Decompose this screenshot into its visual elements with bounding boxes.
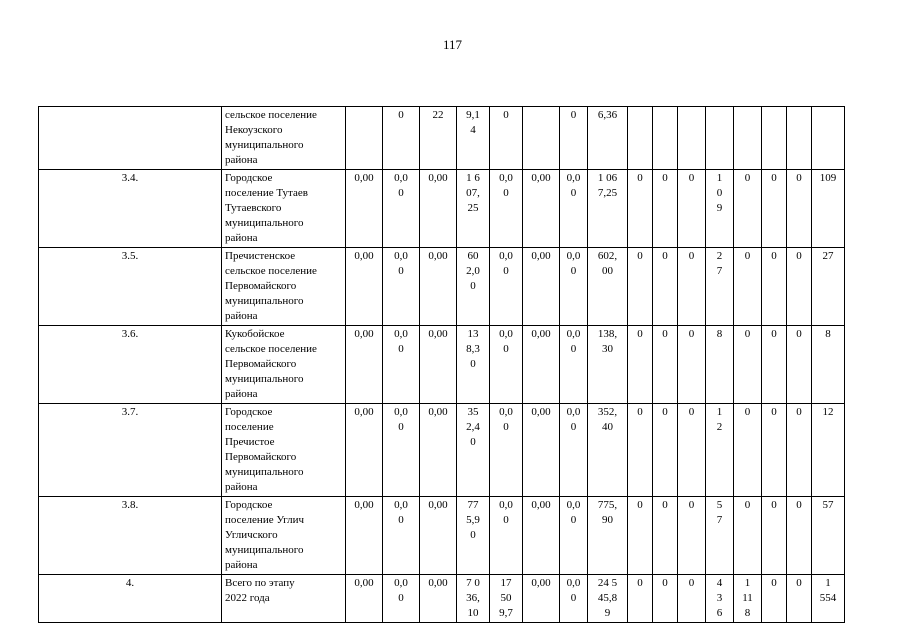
table-row xyxy=(39,404,845,497)
table-row xyxy=(39,248,845,326)
value-cell: 0,00 xyxy=(346,497,383,575)
page-number: 117 xyxy=(442,37,463,52)
value-cell: 0,0 0 xyxy=(383,497,420,575)
value-cell: 0,0 0 xyxy=(383,170,420,248)
value-cell: 0,0 0 xyxy=(490,326,523,404)
value-cell: 0,00 xyxy=(420,170,457,248)
value-cell xyxy=(762,107,787,170)
value-cell: 0 xyxy=(628,575,653,623)
value-cell: 0,0 0 xyxy=(383,248,420,326)
value-cell: 0 xyxy=(762,497,787,575)
row-number-cell: 4. xyxy=(39,575,222,623)
row-number-cell: 3.7. xyxy=(39,404,222,497)
value-cell: 4 3 6 xyxy=(706,575,734,623)
value-cell: 13 8,3 0 xyxy=(457,326,490,404)
value-cell: 5 7 xyxy=(706,497,734,575)
value-cell xyxy=(787,107,812,170)
value-cell: 8 xyxy=(812,326,845,404)
value-cell xyxy=(706,107,734,170)
row-number-cell: 3.6. xyxy=(39,326,222,404)
value-cell: 0,0 0 xyxy=(490,248,523,326)
row-number-cell: 3.4. xyxy=(39,170,222,248)
value-cell: 77 5,9 0 xyxy=(457,497,490,575)
value-cell: 0 xyxy=(762,575,787,623)
value-cell: 17 50 9,7 xyxy=(490,575,523,623)
value-cell: 1 06 7,25 xyxy=(588,170,628,248)
value-cell: 7 0 36, 10 xyxy=(457,575,490,623)
value-cell: 0 xyxy=(762,404,787,497)
value-cell xyxy=(523,107,560,170)
value-cell: 0 xyxy=(490,107,523,170)
value-cell: 0,0 0 xyxy=(490,170,523,248)
row-number-cell: 3.8. xyxy=(39,497,222,575)
value-cell: 1 11 8 xyxy=(734,575,762,623)
value-cell: 8 xyxy=(706,326,734,404)
value-cell: 0 xyxy=(678,575,706,623)
value-cell: 0,00 xyxy=(346,248,383,326)
row-name-cell: Городское поселение Тутаев Тутаевского муниципального района xyxy=(222,170,346,248)
value-cell: 0 xyxy=(653,248,678,326)
value-cell: 0 xyxy=(762,248,787,326)
value-cell: 0,00 xyxy=(420,575,457,623)
row-name-cell: Кукобойское сельское поселение Первомайского муниципального района xyxy=(222,326,346,404)
value-cell: 0 xyxy=(787,497,812,575)
value-cell: 0,0 0 xyxy=(560,497,588,575)
value-cell: 0,00 xyxy=(523,248,560,326)
value-cell: 0 xyxy=(628,497,653,575)
value-cell: 0 xyxy=(787,248,812,326)
value-cell xyxy=(734,107,762,170)
value-cell: 0 xyxy=(734,248,762,326)
value-cell: 24 5 45,8 9 xyxy=(588,575,628,623)
value-cell: 0 xyxy=(653,575,678,623)
value-cell: 138, 30 xyxy=(588,326,628,404)
row-number-cell: 3.5. xyxy=(39,248,222,326)
value-cell xyxy=(628,107,653,170)
value-cell: 0 xyxy=(628,404,653,497)
row-name-cell: Городское поселение Углич Угличского муниципального района xyxy=(222,497,346,575)
row-name-cell: Всего по этапу 2022 года xyxy=(222,575,346,623)
value-cell: 0,0 0 xyxy=(383,575,420,623)
value-cell: 22 xyxy=(420,107,457,170)
value-cell: 0 xyxy=(678,170,706,248)
value-cell: 6,36 xyxy=(588,107,628,170)
value-cell: 0,0 0 xyxy=(560,575,588,623)
value-cell: 0 xyxy=(678,404,706,497)
value-cell: 0,00 xyxy=(420,497,457,575)
value-cell: 0,00 xyxy=(523,404,560,497)
data-table xyxy=(38,106,845,623)
value-cell: 27 xyxy=(812,248,845,326)
value-cell: 0 xyxy=(787,404,812,497)
value-cell: 0 xyxy=(628,326,653,404)
value-cell: 0 xyxy=(628,170,653,248)
value-cell: 0 xyxy=(678,497,706,575)
value-cell: 0,0 0 xyxy=(560,404,588,497)
value-cell: 0 xyxy=(787,575,812,623)
value-cell: 0,0 0 xyxy=(560,170,588,248)
value-cell: 0 xyxy=(734,497,762,575)
value-cell xyxy=(346,107,383,170)
value-cell: 35 2,4 0 xyxy=(457,404,490,497)
value-cell: 352, 40 xyxy=(588,404,628,497)
value-cell: 0,00 xyxy=(346,575,383,623)
value-cell: 0,00 xyxy=(346,170,383,248)
value-cell xyxy=(812,107,845,170)
value-cell: 0,0 0 xyxy=(560,326,588,404)
value-cell: 1 554 xyxy=(812,575,845,623)
value-cell: 0,00 xyxy=(346,326,383,404)
value-cell: 0 xyxy=(762,326,787,404)
value-cell: 109 xyxy=(812,170,845,248)
value-cell: 1 0 9 xyxy=(706,170,734,248)
value-cell: 0,00 xyxy=(420,326,457,404)
table-row xyxy=(39,497,845,575)
table-row xyxy=(39,107,845,170)
value-cell xyxy=(653,107,678,170)
value-cell: 0,0 0 xyxy=(490,404,523,497)
value-cell: 0 xyxy=(653,326,678,404)
value-cell: 0 xyxy=(734,326,762,404)
value-cell: 0,00 xyxy=(523,170,560,248)
value-cell: 0 xyxy=(734,404,762,497)
value-cell: 0 xyxy=(653,170,678,248)
row-name-cell: Городское поселение Пречистое Первомайского муниципального района xyxy=(222,404,346,497)
value-cell: 0 xyxy=(762,170,787,248)
value-cell: 0,00 xyxy=(523,326,560,404)
value-cell: 0 xyxy=(787,170,812,248)
row-name-cell: Пречистенское сельское поселение Первомайского муниципального района xyxy=(222,248,346,326)
table-row xyxy=(39,170,845,248)
table-row xyxy=(39,326,845,404)
table-row xyxy=(39,575,845,623)
value-cell: 2 7 xyxy=(706,248,734,326)
value-cell: 12 xyxy=(812,404,845,497)
row-number-cell xyxy=(39,107,222,170)
value-cell: 9,1 4 xyxy=(457,107,490,170)
value-cell: 0 xyxy=(678,326,706,404)
value-cell: 775, 90 xyxy=(588,497,628,575)
value-cell: 0 xyxy=(653,404,678,497)
value-cell: 0 xyxy=(560,107,588,170)
value-cell xyxy=(678,107,706,170)
table-body xyxy=(39,107,845,623)
value-cell: 0 xyxy=(787,326,812,404)
value-cell: 0,00 xyxy=(420,248,457,326)
value-cell: 1 6 07, 25 xyxy=(457,170,490,248)
value-cell: 0,0 0 xyxy=(383,404,420,497)
value-cell: 0,0 0 xyxy=(490,497,523,575)
row-name-cell: сельское поселение Некоузского муниципального района xyxy=(222,107,346,170)
value-cell: 0,0 0 xyxy=(560,248,588,326)
value-cell: 0 xyxy=(383,107,420,170)
value-cell: 0 xyxy=(653,497,678,575)
value-cell: 0,00 xyxy=(346,404,383,497)
value-cell: 0 xyxy=(678,248,706,326)
value-cell: 0,00 xyxy=(523,575,560,623)
value-cell: 0 xyxy=(734,170,762,248)
value-cell: 1 2 xyxy=(706,404,734,497)
value-cell: 57 xyxy=(812,497,845,575)
value-cell: 0,00 xyxy=(420,404,457,497)
value-cell: 0,00 xyxy=(523,497,560,575)
value-cell: 0,0 0 xyxy=(383,326,420,404)
value-cell: 60 2,0 0 xyxy=(457,248,490,326)
value-cell: 0 xyxy=(628,248,653,326)
value-cell: 602, 00 xyxy=(588,248,628,326)
